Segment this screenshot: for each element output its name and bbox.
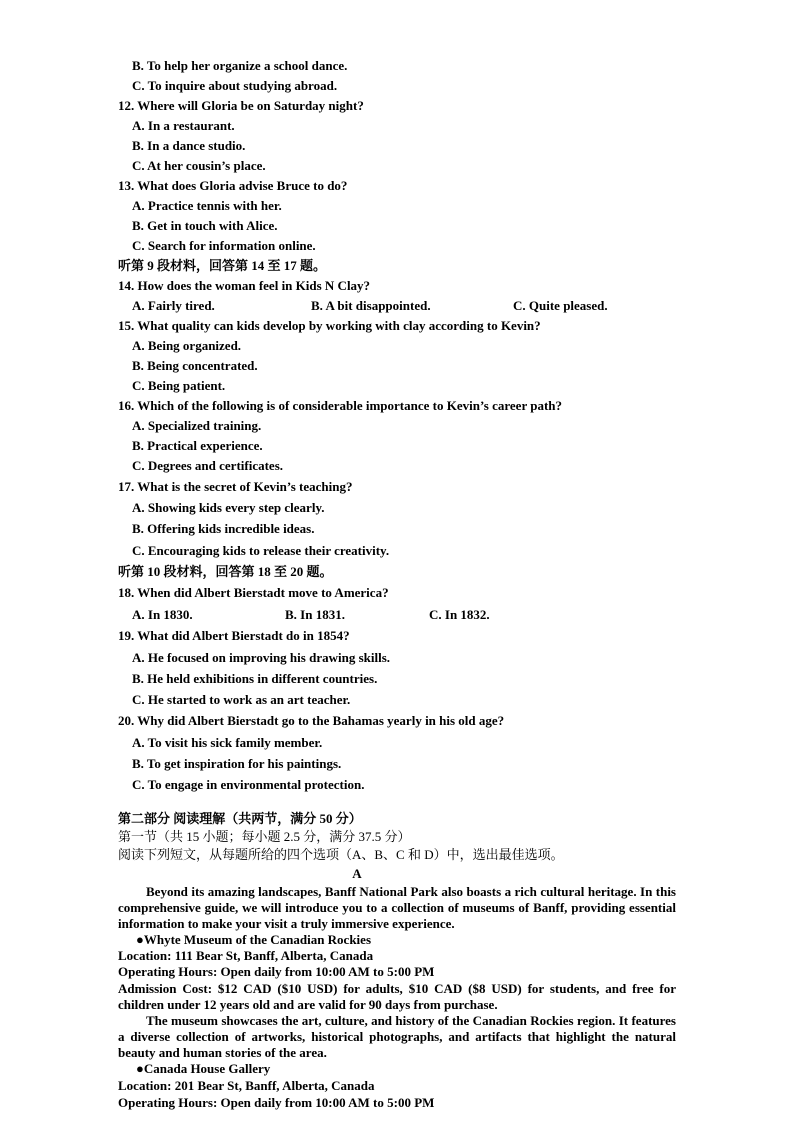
q17-option-b: B. Offering kids incredible ideas.	[132, 521, 315, 536]
section-9-heading: 听第 9 段材料，回答第 14 至 17 题。	[118, 258, 327, 273]
museum1-hours: Operating Hours: Open daily from 10:00 AM to 5:00 PM	[118, 964, 435, 979]
q14-option-a: A. Fairly tired.	[132, 298, 215, 313]
museum1-cost: Admission Cost: $12 CAD ($10 USD) for adults, $10 CAD ($8 USD) for students, and free for children under 12 years old and are valid for 90 days from purchase.	[118, 981, 676, 1012]
q15-option-c: C. Being patient.	[132, 378, 226, 393]
q11-option-c: C. To inquire about studying abroad.	[132, 78, 338, 93]
museum1-location: Location: 111 Bear St, Banff, Alberta, Canada	[118, 948, 374, 963]
q16-option-a: A. Specialized training.	[132, 418, 262, 433]
q15-option-b: B. Being concentrated.	[132, 358, 258, 373]
passage-intro-text: Beyond its amazing landscapes, Banff National Park also boasts a rich cultural heritage. In this comprehensive guide, we will introduce you to a collection of museums of Banff, providing essential information to make your visit a truly immersive experience.	[118, 884, 676, 931]
q17-question: 17. What is the secret of Kevin’s teaching?	[118, 479, 353, 494]
part2-section1: 第一节（共 15 小题；每小题 2.5 分，满分 37.5 分）	[118, 829, 411, 844]
q20-option-c: C. To engage in environmental protection.	[132, 777, 365, 792]
q15-option-a: A. Being organized.	[132, 338, 242, 353]
passage-label: A	[352, 866, 362, 881]
museum2-location: Location: 201 Bear St, Banff, Alberta, Canada	[118, 1078, 375, 1093]
museum1-name: ●Whyte Museum of the Canadian Rockies	[136, 932, 371, 947]
q12-option-c: C. At her cousin’s place.	[132, 158, 266, 173]
q15-question: 15. What quality can kids develop by working with clay according to Kevin?	[118, 318, 541, 333]
q12-question: 12. Where will Gloria be on Saturday night?	[118, 98, 364, 113]
q19-option-c: C. He started to work as an art teacher.	[132, 692, 351, 707]
q11-option-b: B. To help her organize a school dance.	[132, 58, 348, 73]
q19-option-a: A. He focused on improving his drawing skills.	[132, 650, 391, 665]
q18-option-c: C. In 1832.	[429, 607, 490, 622]
q19-question: 19. What did Albert Bierstadt do in 1854?	[118, 628, 350, 643]
museum2-name: ●Canada House Gallery	[136, 1061, 271, 1076]
q12-option-b: B. In a dance studio.	[132, 138, 246, 153]
q13-option-c: C. Search for information online.	[132, 238, 316, 253]
q16-option-c: C. Degrees and certificates.	[132, 458, 284, 473]
q17-option-a: A. Showing kids every step clearly.	[132, 500, 325, 515]
q19-option-b: B. He held exhibitions in different countries.	[132, 671, 378, 686]
part2-title: 第二部分 阅读理解（共两节，满分 50 分）	[118, 811, 362, 826]
q14-option-b: B. A bit disappointed.	[311, 298, 431, 313]
q13-option-a: A. Practice tennis with her.	[132, 198, 282, 213]
museum2-hours: Operating Hours: Open daily from 10:00 AM to 5:00 PM	[118, 1095, 435, 1110]
q20-option-b: B. To get inspiration for his paintings.	[132, 756, 342, 771]
q14-option-c: C. Quite pleased.	[513, 298, 608, 313]
q16-question: 16. Which of the following is of considerable importance to Kevin’s career path?	[118, 398, 563, 413]
q14-question: 14. How does the woman feel in Kids N Clay?	[118, 278, 371, 293]
museum1-description-text: The museum showcases the art, culture, and history of the Canadian Rockies region. It features a diverse collection of artworks, historical photographs, and artifacts that highlight the natural beauty and human stories of the area.	[118, 1013, 676, 1060]
q13-option-b: B. Get in touch with Alice.	[132, 218, 278, 233]
q17-option-c: C. Encouraging kids to release their creativity.	[132, 543, 390, 558]
q16-option-b: B. Practical experience.	[132, 438, 263, 453]
part2-instruction: 阅读下列短文，从每题所给的四个选项（A、B、C 和 D）中，选出最佳选项。	[118, 847, 564, 862]
q20-question: 20. Why did Albert Bierstadt go to the Bahamas yearly in his old age?	[118, 713, 505, 728]
museum1-description	[118, 1013, 676, 1061]
q18-option-b: B. In 1831.	[285, 607, 345, 622]
passage-intro	[118, 884, 676, 932]
q12-option-a: A. In a restaurant.	[132, 118, 235, 133]
q13-question: 13. What does Gloria advise Bruce to do?	[118, 178, 348, 193]
q18-option-a: A. In 1830.	[132, 607, 193, 622]
q18-question: 18. When did Albert Bierstadt move to America?	[118, 585, 389, 600]
q20-option-a: A. To visit his sick family member.	[132, 735, 323, 750]
section-10-heading: 听第 10 段材料，回答第 18 至 20 题。	[118, 564, 333, 579]
